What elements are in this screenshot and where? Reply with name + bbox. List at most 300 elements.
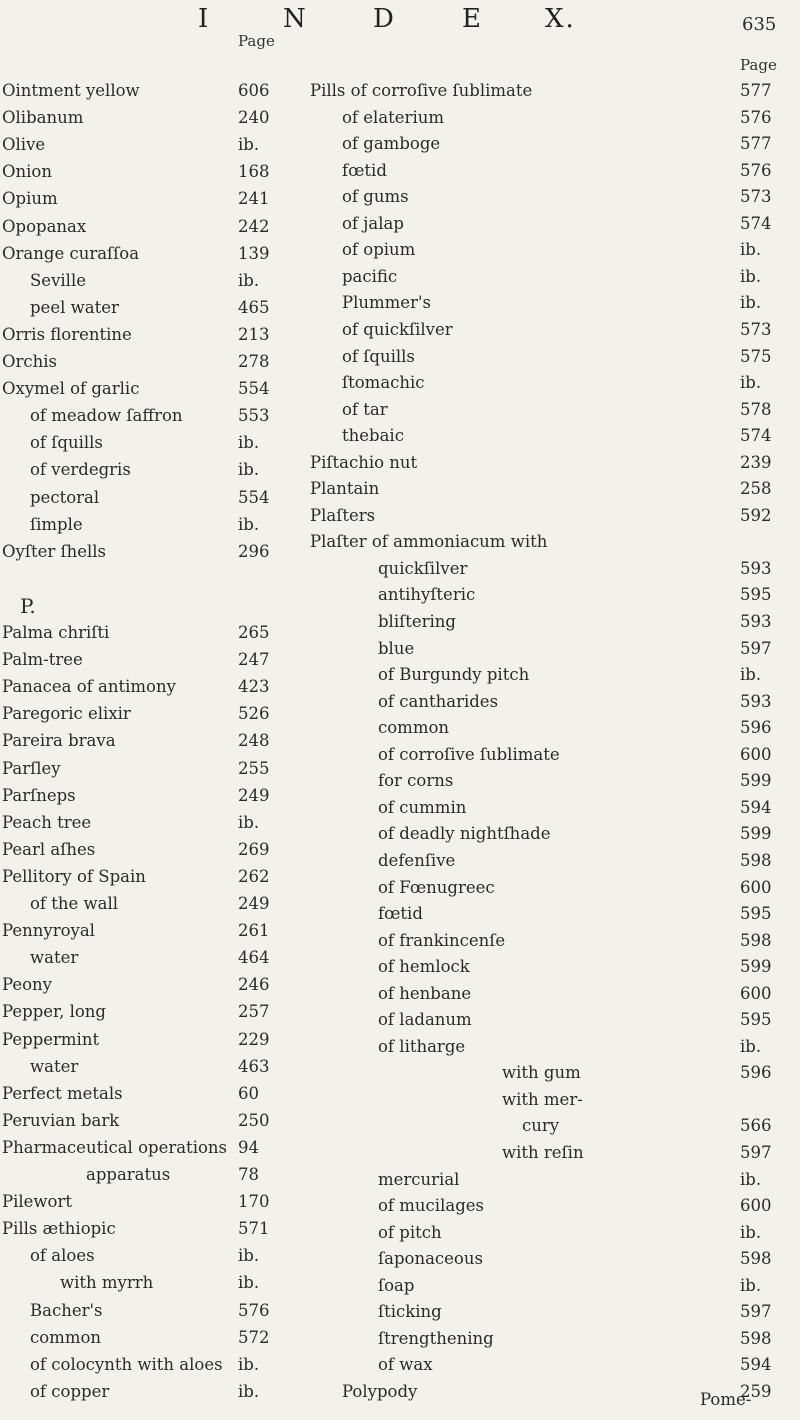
entry-page: 599 (740, 771, 772, 791)
index-entry (310, 1275, 790, 1297)
entry-page: 598 (740, 1249, 772, 1269)
entry-label: of frankincenſe (378, 930, 506, 950)
entry-page: 598 (740, 1328, 772, 1348)
entry-page: 262 (238, 866, 270, 886)
index-entry (0, 1272, 300, 1294)
entry-page: 596 (740, 718, 772, 738)
entry-label: of pitch (378, 1222, 442, 1242)
entry-label: Pills of corroſive ſublimate (310, 81, 533, 100)
entry-label: Panacea of antimony (2, 677, 176, 697)
entry-page: 592 (740, 505, 772, 525)
catchword: Pome- (700, 1390, 752, 1409)
index-entry (310, 744, 790, 766)
index-entry (0, 812, 300, 834)
entry-label: Oyſter ſhells (2, 541, 107, 561)
entry-page: 598 (740, 930, 772, 950)
entry-page: 576 (740, 160, 772, 180)
entry-page: 526 (238, 704, 270, 724)
entry-page: 265 (238, 623, 270, 642)
entry-label: Pharmaceutical operations (2, 1137, 227, 1157)
entry-page: 249 (238, 894, 270, 913)
index-entry (310, 1328, 790, 1350)
entry-label: Opopanax (2, 216, 87, 236)
entry-label: water (30, 1056, 79, 1076)
entry-page: 600 (740, 983, 772, 1003)
entry-label: of litharge (378, 1036, 466, 1056)
entry-page: 574 (740, 426, 772, 446)
entry-page: 296 (238, 541, 270, 561)
entry-page: 595 (740, 904, 772, 924)
index-entry (310, 372, 790, 394)
index-entry (310, 1248, 790, 1270)
index-entry (0, 1327, 300, 1349)
entry-label: of Fœnugreec (378, 877, 495, 897)
index-entry (310, 213, 790, 235)
index-entry (0, 216, 300, 238)
entry-page: 463 (238, 1056, 270, 1076)
index-entry (310, 691, 790, 713)
entry-label: Palm-tree (2, 650, 83, 670)
entry-page: 566 (740, 1116, 772, 1136)
index-entry (310, 717, 790, 739)
index-entry (310, 239, 790, 261)
entry-page: 250 (238, 1110, 270, 1130)
header-letter: E (462, 4, 483, 34)
entry-label: with gum (502, 1063, 581, 1083)
entry-label: fœtid (342, 160, 387, 180)
entry-label: common (30, 1327, 102, 1347)
entry-label: of opium (342, 240, 416, 260)
header-letter: N (283, 4, 308, 34)
index-entry (0, 1001, 300, 1023)
index-entry (0, 866, 300, 888)
entry-page: 247 (238, 650, 270, 670)
entry-page: 597 (740, 1302, 772, 1322)
entry-label: cury (522, 1116, 560, 1136)
entry-page: 577 (740, 81, 772, 100)
entry-label: common (378, 718, 450, 738)
entry-label: of gums (342, 187, 409, 207)
entry-page: ib. (238, 460, 260, 480)
entry-label: Peppermint (2, 1029, 100, 1049)
entry-label: Bacher's (30, 1300, 103, 1320)
index-entry (0, 1218, 300, 1240)
entry-label: of copper (30, 1381, 110, 1401)
entry-page: 240 (238, 108, 270, 128)
entry-label: Plaſters (310, 505, 376, 525)
entry-label: of the wall (30, 894, 119, 913)
entry-page: ib. (740, 266, 762, 286)
index-entry (0, 1245, 300, 1267)
index-entry (0, 161, 300, 183)
index-entry (310, 558, 790, 580)
index-entry (310, 531, 790, 553)
entry-label: of tar (342, 399, 388, 419)
entry-label: Olive (2, 135, 46, 155)
index-entry (310, 877, 790, 899)
entry-label: Pilewort (2, 1192, 72, 1212)
entry-label: Palma chriſti (2, 623, 110, 642)
entry-label: of verdegris (30, 460, 131, 480)
entry-page: 606 (238, 81, 270, 100)
entry-page: 278 (238, 352, 270, 371)
entry-label: blue (378, 638, 415, 658)
entry-page: 599 (740, 824, 772, 844)
index-entry (0, 1137, 300, 1159)
header-letter: X. (545, 4, 576, 34)
index-entry (0, 541, 300, 563)
entry-page: 600 (740, 877, 772, 897)
index-entry (0, 1164, 300, 1186)
index-entry (310, 1301, 790, 1323)
entry-page: 553 (238, 406, 270, 426)
entry-page: 229 (238, 1029, 270, 1049)
index-entry (0, 1381, 300, 1403)
entry-page: 60 (238, 1083, 259, 1103)
entry-page: 269 (238, 839, 270, 859)
entry-label: Parſneps (2, 785, 76, 805)
entry-page: 554 (238, 379, 270, 399)
index-entry (0, 459, 300, 481)
index-entry (0, 649, 300, 671)
entry-label: fœtid (378, 904, 423, 924)
index-entry (0, 785, 300, 807)
index-entry (310, 133, 790, 155)
entry-label: of jalap (342, 213, 404, 233)
entry-label: of gamboge (342, 134, 441, 154)
index-entry (0, 676, 300, 698)
entry-label: Polypody (342, 1381, 418, 1401)
entry-page: 594 (740, 1355, 772, 1375)
entry-page: 170 (238, 1192, 270, 1212)
entry-page: 574 (740, 213, 772, 233)
entry-label: of aloes (30, 1246, 95, 1266)
entry-page: ib. (740, 1169, 762, 1189)
entry-label: of ſquills (342, 346, 415, 366)
entry-page: 596 (740, 1063, 772, 1083)
entry-label: mercurial (378, 1169, 460, 1189)
entry-label: Pepper, long (2, 1002, 106, 1022)
entry-label: bliſtering (378, 612, 456, 631)
entry-page: 593 (740, 558, 772, 578)
entry-page: 259 (740, 1381, 772, 1401)
entry-page: 576 (238, 1300, 270, 1320)
entry-page: 578 (740, 399, 772, 419)
entry-page: 239 (740, 452, 772, 472)
index-entry (0, 405, 300, 427)
entry-label: Pills æthiopic (2, 1219, 116, 1239)
entry-label: water (30, 948, 79, 968)
entry-page: 423 (238, 677, 270, 697)
index-entry (0, 351, 300, 373)
entry-label: defenſive (378, 850, 456, 870)
index-entry (310, 1354, 790, 1376)
entry-page: 213 (238, 324, 270, 344)
index-entry (310, 160, 790, 182)
entry-page: 554 (238, 487, 270, 507)
entry-page: 78 (238, 1165, 259, 1184)
index-entry (0, 297, 300, 319)
index-entry (0, 243, 300, 265)
index-entry (0, 1191, 300, 1213)
entry-label: Pareira brava (2, 731, 116, 751)
entry-label: Pellitory of Spain (2, 866, 146, 886)
index-entry (0, 378, 300, 400)
entry-page: 255 (238, 758, 270, 778)
entry-page: ib. (238, 812, 260, 832)
entry-label: with myrrh (60, 1273, 154, 1293)
entry-label: Seville (30, 270, 86, 290)
entry-page: ib. (238, 1246, 260, 1266)
entry-page: 595 (740, 585, 772, 605)
entry-page: 597 (740, 638, 772, 658)
entry-label: of Burgundy pitch (378, 665, 530, 685)
entry-label: Onion (2, 162, 52, 182)
entry-label: quickſilver (378, 558, 468, 578)
entry-page: 261 (238, 921, 270, 941)
entry-page: 464 (238, 948, 270, 968)
index-entry (310, 399, 790, 421)
index-entry (310, 319, 790, 341)
entry-page: ib. (740, 1275, 762, 1295)
index-entry (0, 188, 300, 210)
index-entry (0, 622, 300, 644)
entry-label: ſtrengthening (378, 1328, 494, 1348)
index-entry (310, 664, 790, 686)
entry-label: apparatus (86, 1165, 171, 1184)
index-entry (310, 186, 790, 208)
entry-label: ſaponaceous (378, 1249, 483, 1269)
index-entry (310, 1142, 790, 1164)
index-entry (310, 611, 790, 633)
index-entry (0, 703, 300, 725)
entry-label: Plaſter of ammoniacum with (310, 532, 548, 552)
index-entry (310, 107, 790, 129)
entry-label: of hemlock (378, 957, 470, 977)
entry-page: ib. (238, 433, 260, 453)
index-entry (0, 134, 300, 156)
index-entry (310, 930, 790, 952)
entry-page: 597 (740, 1143, 772, 1162)
index-entry (0, 1300, 300, 1322)
entry-label: Paregoric elixir (2, 704, 131, 724)
index-entry (310, 452, 790, 474)
entry-label: of corroſive ſublimate (378, 744, 560, 764)
index-entry (310, 1009, 790, 1031)
entry-label: of ladanum (378, 1010, 472, 1030)
entry-page: 573 (740, 319, 772, 339)
entry-label: pectoral (30, 487, 100, 507)
entry-page: 249 (238, 785, 270, 805)
index-entry (310, 983, 790, 1005)
index-entry (0, 514, 300, 536)
index-entry (310, 797, 790, 819)
index-entry (0, 974, 300, 996)
entry-label: pacific (342, 266, 398, 286)
index-entry (0, 839, 300, 861)
index-entry (310, 1089, 790, 1111)
entry-label: Perfect metals (2, 1083, 123, 1103)
entry-label: Orchis (2, 352, 58, 371)
index-entry (310, 903, 790, 925)
entry-page: 598 (740, 850, 772, 870)
entry-page: ib. (740, 373, 762, 393)
entry-label: Orris florentine (2, 324, 132, 344)
index-entry (0, 432, 300, 454)
entry-page: 139 (238, 243, 270, 263)
entry-page: 465 (238, 297, 270, 317)
index-entry (0, 595, 300, 617)
entry-page: ib. (740, 293, 762, 313)
header-letter: I (198, 4, 211, 34)
left-page-heading: Page (238, 32, 275, 50)
entry-page: ib. (740, 1036, 762, 1056)
index-entry (310, 505, 790, 527)
index-entry (310, 638, 790, 660)
index-entry (0, 270, 300, 292)
entry-page: 248 (238, 731, 270, 751)
entry-label: of wax (378, 1355, 433, 1375)
entry-label: Pearl aſhes (2, 839, 96, 859)
entry-page: 168 (238, 162, 270, 182)
entry-label: Olibanum (2, 108, 84, 128)
entry-page: ib. (238, 514, 260, 534)
entry-page: 576 (740, 107, 772, 127)
entry-label: Piſtachio nut (310, 452, 418, 472)
index-entry (0, 947, 300, 969)
entry-page: ib. (740, 665, 762, 685)
entry-page: 600 (740, 744, 772, 764)
index-entry (310, 956, 790, 978)
index-entry (0, 758, 300, 780)
index-entry (0, 1056, 300, 1078)
entry-page: ib. (238, 270, 260, 290)
entry-page: 241 (238, 189, 270, 209)
entry-label: Plummer's (342, 293, 431, 313)
index-entry (310, 1222, 790, 1244)
index-entry (0, 1110, 300, 1132)
index-entry (0, 1029, 300, 1051)
index-entry (310, 850, 790, 872)
entry-page: 593 (740, 612, 772, 631)
entry-page: 571 (238, 1219, 270, 1239)
entry-label: of elaterium (342, 107, 444, 127)
page-number: 635 (742, 14, 777, 35)
entry-label: Peach tree (2, 812, 92, 832)
entry-page: 258 (740, 479, 772, 499)
entry-label: Peony (2, 975, 53, 995)
index-entry (0, 893, 300, 915)
entry-page: 599 (740, 957, 772, 977)
index-entry (310, 1169, 790, 1191)
header-letter: D (373, 4, 396, 34)
entry-label: for corns (378, 771, 454, 791)
entry-page: 246 (238, 975, 270, 995)
entry-label: Plantain (310, 479, 380, 499)
index-entry (310, 292, 790, 314)
entry-label: antihyſteric (378, 585, 476, 605)
entry-label: Peruvian bark (2, 1110, 120, 1130)
index-entry (0, 324, 300, 346)
entry-label: ſtomachic (342, 373, 425, 393)
entry-page: ib. (238, 135, 260, 155)
entry-label: Orange curaſſoa (2, 243, 140, 263)
index-entry (310, 1036, 790, 1058)
entry-label: ſimple (30, 514, 83, 534)
entry-page: 600 (740, 1196, 772, 1216)
index-entry (0, 107, 300, 129)
entry-label: of henbane (378, 983, 472, 1003)
entry-label: Ointment yellow (2, 81, 140, 100)
entry-page: 593 (740, 691, 772, 711)
index-entry (310, 1062, 790, 1084)
index-entry (310, 1115, 790, 1137)
entry-label: with reſin (502, 1143, 584, 1162)
index-entry (0, 920, 300, 942)
entry-page: ib. (740, 1222, 762, 1242)
entry-page: 572 (238, 1327, 270, 1347)
entry-label: Pennyroyal (2, 921, 95, 941)
entry-page: 575 (740, 346, 772, 366)
entry-label: ſoap (378, 1275, 415, 1295)
entry-label: with mer- (502, 1089, 583, 1109)
entry-page: 94 (238, 1137, 259, 1157)
entry-page: 573 (740, 187, 772, 207)
entry-page: 242 (238, 216, 270, 236)
entry-label: of colocynth with aloes (30, 1354, 223, 1374)
index-entry (0, 487, 300, 509)
index-entry (0, 1354, 300, 1376)
index-entry (310, 584, 790, 606)
entry-page: ib. (238, 1273, 260, 1293)
entry-label: of cantharides (378, 691, 499, 711)
entry-label: of meadow ſaffron (30, 406, 183, 426)
entry-label: of mucilages (378, 1196, 484, 1216)
entry-label: Parſley (2, 758, 61, 778)
index-entry (310, 266, 790, 288)
entry-label: Opium (2, 189, 58, 209)
entry-label: of quickſilver (342, 319, 453, 339)
index-entry (0, 568, 300, 590)
entry-label: ſticking (378, 1302, 442, 1322)
entry-label: P. (20, 593, 36, 618)
index-entry (310, 346, 790, 368)
index-entry (310, 823, 790, 845)
entry-page: ib. (238, 1381, 260, 1401)
index-entry (0, 80, 300, 102)
entry-label: peel water (30, 297, 119, 317)
index-entry (310, 425, 790, 447)
index-entry (310, 770, 790, 792)
entry-page: 257 (238, 1002, 270, 1022)
entry-label: of deadly nightſhade (378, 824, 551, 844)
entry-page: 595 (740, 1010, 772, 1030)
entry-label: thebaic (342, 426, 404, 446)
entry-page: 577 (740, 134, 772, 154)
entry-page: ib. (238, 1354, 260, 1374)
index-entry (0, 1083, 300, 1105)
entry-page: 594 (740, 797, 772, 817)
right-page-heading: Page (740, 56, 777, 74)
index-entry (310, 478, 790, 500)
index-entry (310, 1195, 790, 1217)
index-entry (0, 730, 300, 752)
index-entry (310, 80, 790, 102)
entry-page: ib. (740, 240, 762, 260)
entry-label: Oxymel of garlic (2, 379, 140, 399)
entry-label: of ſquills (30, 433, 103, 453)
entry-label: of cummin (378, 797, 467, 817)
